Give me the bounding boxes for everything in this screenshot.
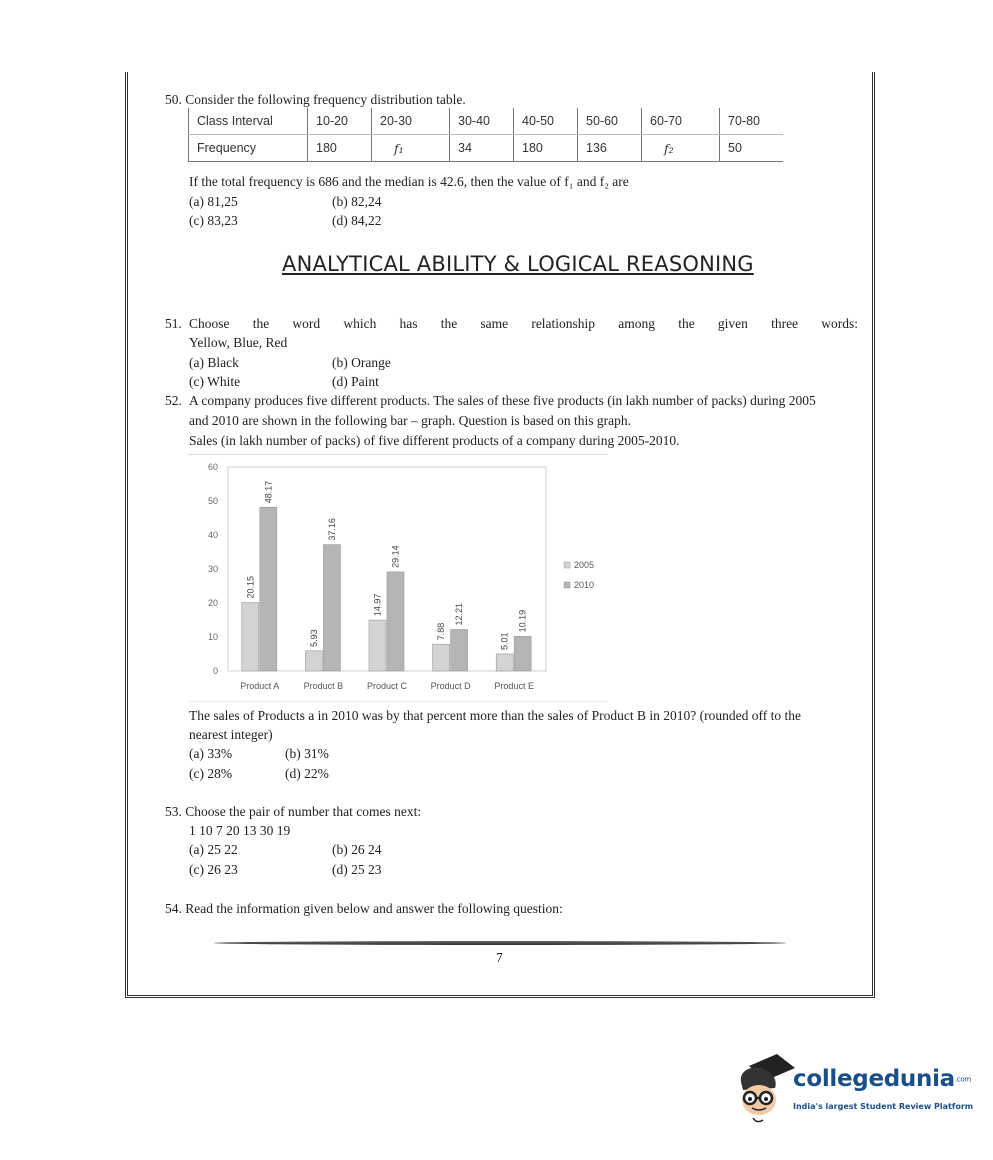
y-tick-label: 20 [207,598,218,608]
brand-tagline: India's largest Student Review Platform [793,1102,974,1111]
bar [305,651,322,671]
data-label: 14.97 [372,593,383,617]
brand-name: collegedunia.com [793,1066,971,1092]
option-a: (a) 81,25 [189,194,238,209]
table-cell: f₁ [372,135,450,162]
x-tick-label: Product E [494,681,534,691]
table-cell: 40-50 [514,108,578,135]
q52-text-line1: A company produces five different products. The sales of these five products (in lakh number of packs) during 2005 [189,393,816,408]
table-cell: 136 [578,135,642,162]
option-c: (c) 26 23 [189,862,238,877]
option-b: (b) 82,24 [332,194,382,209]
y-tick-label: 40 [207,530,218,540]
q53-sequence: 1 10 7 20 13 30 19 [189,823,291,838]
bar [433,644,450,671]
table-header-cell: Frequency [189,135,308,162]
bar-chart [188,455,608,701]
q52-question-line2: nearest integer) [189,727,273,742]
table-cell: 50-60 [578,108,642,135]
option-c: (c) White [189,374,241,389]
q51-words: Yellow, Blue, Red [189,335,288,350]
table-cell: 70-80 [720,108,784,135]
option-d: (d) 25 23 [332,862,382,877]
option-d: (d) 84,22 [332,213,382,228]
bar-chart-container [188,454,608,702]
q51-text: Choose the word which has the same relationship among the given three words: [189,316,858,331]
y-tick-label: 50 [207,496,218,506]
bar [369,620,386,671]
option-a: (a) 25 22 [189,842,238,857]
legend-label: 2010 [574,580,595,590]
option-b: (b) 26 24 [332,842,382,857]
option-b: (b) 31% [285,746,329,761]
x-tick-label: Product B [303,681,344,691]
mascot-icon [735,1052,797,1124]
brand-logo [735,1052,974,1127]
x-tick-label: Product C [366,681,408,691]
table-row [189,135,784,162]
option-b: (b) Orange [332,355,391,370]
table-header-cell: Class Interval [189,108,308,135]
table-row [189,108,784,135]
data-label: 7.88 [436,622,447,641]
data-label: 5.01 [499,632,510,650]
footer-divider [214,941,786,945]
data-label: 5.93 [308,629,319,647]
y-tick-label: 0 [212,666,218,676]
option-d: (d) 22% [285,766,329,781]
legend-swatch [564,562,570,568]
table-cell: 50 [720,135,784,162]
bar [387,572,404,671]
q52-number: 52. [165,393,182,408]
page-number: 7 [496,950,503,965]
q50-stem: If the total frequency is 686 and the median is 42.6, then the value of f₁ and f₂ are [189,174,629,189]
bar [514,636,531,671]
y-tick-label: 60 [207,462,218,472]
table-cell: 20-30 [372,108,450,135]
section-heading: ANALYTICAL ABILITY & LOGICAL REASONING [282,252,754,276]
legend-label: 2005 [574,560,595,570]
q52-chart-caption: Sales (in lakh number of packs) of five different products of a company during 2005-2010. [189,433,680,448]
bar [496,654,513,671]
bar [451,629,468,671]
q52-question-line1: The sales of Products a in 2010 was by that percent more than the sales of Product B in 2010? (rounded off to the [189,708,801,723]
option-a: (a) Black [189,355,239,370]
table-cell: 180 [514,135,578,162]
bar [260,507,277,671]
x-tick-label: Product A [240,681,280,691]
q50-text: 50. Consider the following frequency distribution table. [165,92,466,107]
table-cell: 34 [450,135,514,162]
bar [242,602,259,671]
q52-text-line2: and 2010 are shown in the following bar – graph. Question is based on this graph. [189,413,632,428]
data-label: 10.19 [517,609,528,633]
data-label: 29.14 [390,545,401,568]
table-cell: 60-70 [642,108,720,135]
q51-number: 51. [165,316,182,331]
table-cell: 30-40 [450,108,514,135]
table-cell: f₂ [642,135,720,162]
option-c: (c) 83,23 [189,213,238,228]
option-d: (d) Paint [332,374,379,389]
data-label: 48.17 [263,480,274,504]
table-cell: 10-20 [308,108,372,135]
x-tick-label: Product D [430,681,471,691]
q54-text: 54. Read the information given below and answer the following question: [165,901,563,916]
table-cell: 180 [308,135,372,162]
y-tick-label: 10 [207,632,218,642]
option-a: (a) 33% [189,746,233,761]
legend-swatch [564,582,570,588]
q53-text: 53. Choose the pair of number that comes next: [165,804,422,819]
data-label: 20.15 [245,575,256,599]
data-label: 37.16 [326,518,337,541]
data-label: 12.21 [454,602,465,626]
option-c: (c) 28% [189,766,233,781]
y-tick-label: 30 [207,564,218,574]
bar [323,545,340,671]
frequency-table [188,108,783,162]
